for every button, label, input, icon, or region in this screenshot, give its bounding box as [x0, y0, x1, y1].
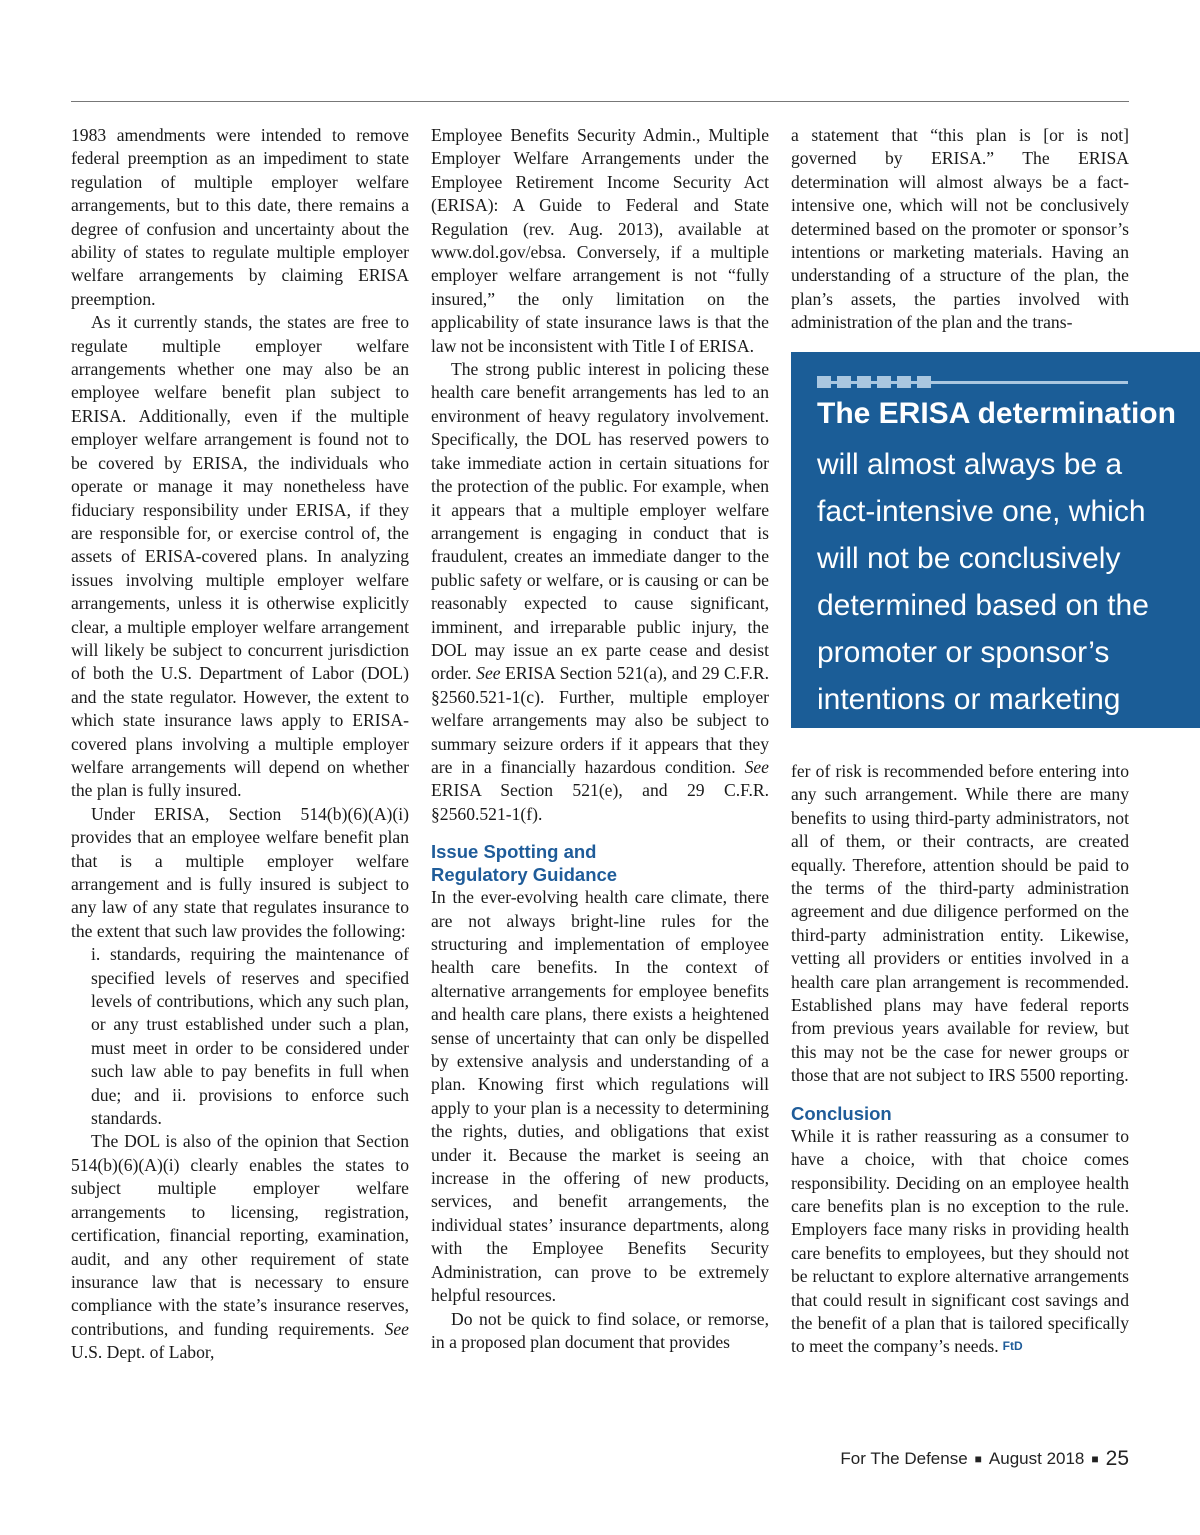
- paragraph: Do not be quick to find solace, or remorse, in a proposed plan document that provides: [431, 1308, 769, 1352]
- paragraph-text: The strong public interest in policing these health care benefit arrangements has led to an environment of heavy regulatory involvement. Specifically, the DOL has reserved powers to take immediate action in certain situations for the protection of the public. For example, when it appears that a multiple employer welfare arrangement is engaging in conduct that is fraudulent, creates an immediate danger to the public safety or welfare, or is causing or can be reasonably expected to cause significant, imminent, and irreparable public injury, the DOL may issue an ex parte cease and desist order.: [431, 359, 769, 684]
- page-number: 25: [1105, 1447, 1129, 1470]
- citation-see: See: [476, 663, 501, 684]
- citation-see: See: [384, 1318, 409, 1339]
- paragraph: 1983 amendments were intended to remove federal preemption as an impediment to state regulation of multiple employer welfare arrangements, but to this date, there remains a degree of confusion and uncertainty about the ability of states to regulate multiple employer welfare arrangements by claiming ERISA preemption.: [71, 125, 409, 309]
- heading-line: Regulatory Guidance: [431, 864, 618, 886]
- paragraph: [431, 358, 769, 826]
- paragraph: [71, 1130, 409, 1364]
- paragraph: fer of risk is recommended before entering into any such arrangement. While there are many benefits to using third-party administrators, not all of them, or their contracts, are created equally. Therefore, attention should be paid to the terms of the third-party administration agreement and due diligence performed on the third-party administration entity. Likewise, vetting all providers or entities involved in a health care plan arrangement is recommended. Established plans may have federal reports from previous years available for review, but this may not be the case for newer groups or those that are not subject to IRS 5500 reporting.: [791, 761, 1129, 1086]
- pull-quote: [791, 352, 1200, 763]
- paragraph-text: While it is rather reassuring as a consumer to have a choice, with that choice comes responsibility. Deciding on an employee health care benefits plan is no exception to the rule. Employers face many risks in providing health care benefits to employees, but they should not be reluctant to explore alternative arrangements that could result in significant cost savings and the benefit of a plan that is tailored specifically to meet the company’s needs.: [791, 1125, 1129, 1357]
- paragraph: Under ERISA, Section 514(b)(6)(A)(i) provides that an employee welfare benefit plan that is a multiple employer welfare arrangement and is fully insured is subject to any law of any state that regulates insurance to the extent that such law provides the following:: [71, 803, 409, 941]
- separator-bullet-icon: ■: [974, 1452, 982, 1466]
- publication-name: For The Defense: [840, 1449, 968, 1468]
- heading-line: Issue Spotting and: [431, 841, 597, 863]
- section-heading-issue-spotting: [431, 840, 769, 886]
- paragraph-text: ERISA Section 521(a), and 29 C.F.R. §2560.521-1(c). Further, multiple employer welfare arrangements may also be subject to summary seizure orders if it appears that they are in a financially hazardous condition.: [431, 663, 769, 777]
- issue-date: August 2018: [988, 1449, 1085, 1468]
- pull-quote-squares-icon: [817, 376, 931, 388]
- paragraph: [791, 1125, 1129, 1359]
- column-1: [71, 124, 409, 1365]
- page-footer: [840, 1447, 1129, 1471]
- paragraph: a statement that “this plan is [or is not] governed by ERISA.” The ERISA determination will almost always be a fact-intensive one, which will not be conclusively determined based on the promoter or sponsor’s intentions or marketing materials. Having an understanding of a structure of the plan, the plan’s assets, the parties involved with administration of the plan and the trans-: [791, 125, 1129, 333]
- separator-bullet-icon: ■: [1091, 1452, 1099, 1466]
- pull-quote-lead: The ERISA determination: [817, 397, 1176, 430]
- end-mark-logo: FtD: [1002, 1339, 1023, 1354]
- pull-quote-body: will almost always be a fact-intensive one, which will not be conclusively determined based on the promoter or sponsor’s intentions or marketing materials.: [817, 448, 1149, 763]
- citation-see: See: [744, 756, 769, 777]
- paragraph-text: The DOL is also of the opinion that Section 514(b)(6)(A)(i) clearly enables the states to subject multiple employer welfare arrangements to licensing, registration, certification, financial reporting, examination, audit, and any other requirement of state insurance law that is necessary to ensure compliance with the state’s insurance reserves, contributions, and funding requirements.: [71, 1131, 409, 1339]
- column-3-top: [791, 124, 1129, 335]
- top-rule: [71, 101, 1129, 102]
- list-item: i. standards, requiring the maintenance of specified levels of reserves and specified levels of contributions, which any such plan, or any trust established under such a plan, must meet in order to be considered under such law able to pay benefits in full when due; and ii. provisions to enforce such standards.: [91, 944, 409, 1129]
- column-3-bottom: [791, 760, 1129, 1359]
- paragraph: In the ever-evolving health care climate, there are not always bright-line rules for the structuring and implementation of employee health care benefits. In the context of alternative arrangements for employee benefits and health care plans, there exists a heightened sense of uncertainty that can only be dispelled by extensive analysis and understanding of a plan. Knowing first which regulations will apply to your plan is a necessity to determining the rights, duties, and obligations that exist under it. Because the market is seeing an increase in the offering of new products, services, and benefit arrangements, the individual states’ insurance departments, along with the Employee Benefits Security Administration, can prove to be extremely helpful resources.: [431, 887, 769, 1306]
- paragraph-text: ERISA Section 521(e), and 29 C.F.R. §2560.521-1(f).: [431, 780, 769, 824]
- paragraph-text: U.S. Dept. of Labor,: [71, 1342, 215, 1363]
- column-2: [431, 124, 769, 1354]
- paragraph: Employee Benefits Security Admin., Multiple Employer Welfare Arrangements under the Employee Retirement Income Security Act (ERISA): A Guide to Federal and State Regulation (rev. Aug. 2013), available at www.dol.gov/ebsa. Conversely, if a multiple employer welfare arrangement is not “fully insured,” the only limitation on the applicability of state insurance laws is that the law not be inconsistent with Title I of ERISA.: [431, 125, 769, 356]
- section-heading-conclusion: Conclusion: [791, 1102, 892, 1124]
- paragraph: As it currently stands, the states are free to regulate multiple employer welfare arrangements whether one may also be an employee welfare benefit plan subject to ERISA. Additionally, even if the multiple employer welfare arrangement is found not to be covered by ERISA, the individuals who operate or manage it may nonetheless have fiduciary responsibility under ERISA, if they are responsible for, or exercise control of, the assets of ERISA-covered plans. In analyzing issues involving multiple employer welfare arrangements, unless it is otherwise explicitly clear, a multiple employer welfare arrangement will likely be subject to concurrent jurisdiction of both the U.S. Department of Labor (DOL) and the state regulator. However, the extent to which state insurance laws apply to ERISA-covered plans involving a multiple employer welfare arrangements will depend on whether the plan is fully insured.: [71, 312, 409, 801]
